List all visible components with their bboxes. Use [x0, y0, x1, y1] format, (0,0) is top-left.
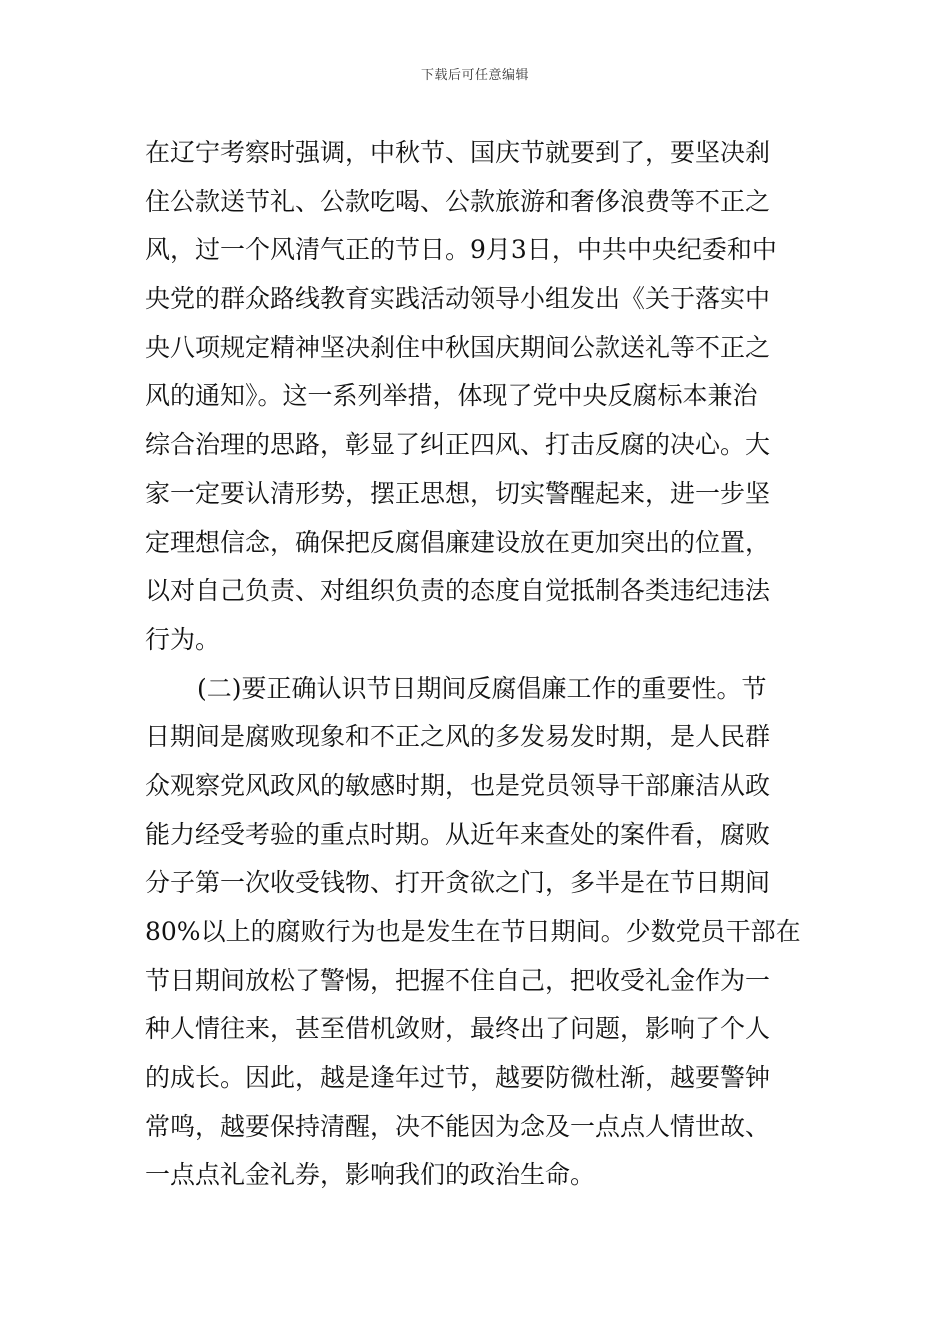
text-line: 日期间是腐败现象和不正之风的多发易发时期，是人民群	[145, 722, 771, 752]
text-line: 央八项规定精神坚决刹住中秋国庆期间公款送礼等不正之	[145, 332, 771, 362]
text-line: 能力经受考验的重点时期。从近年来查处的案件看，腐败	[145, 819, 771, 849]
text-line: 住公款送节礼、公款吃喝、公款旅游和奢侈浪费等不正之	[145, 186, 771, 216]
text-line: 综合治理的思路，彰显了纠正四风、打击反腐的决心。大	[145, 430, 771, 460]
text-line: (二)要正确认识节日期间反腐倡廉工作的重要性。节	[197, 673, 767, 703]
text-line: 家一定要认清形势，摆正思想，切实警醒起来，进一步坚	[145, 478, 771, 508]
text-line: 80%以上的腐败行为也是发生在节日期间。少数党员干部在	[145, 917, 801, 946]
text-line: 种人情往来，甚至借机敛财，最终出了问题，影响了个人	[145, 1014, 771, 1044]
text-line: 众观察党风政风的敏感时期，也是党员领导干部廉洁从政	[145, 770, 771, 800]
text-line: 分子第一次收受钱物、打开贪欲之门，多半是在节日期间	[145, 868, 771, 898]
text-line: 定理想信念，确保把反腐倡廉建设放在更加突出的位置，	[145, 527, 771, 557]
text-line: 常鸣，越要保持清醒，决不能因为念及一点点人情世故、	[145, 1111, 771, 1141]
text-line: 的成长。因此，越是逢年过节，越要防微杜渐，越要警钟	[145, 1063, 771, 1093]
text-line: 行为。	[145, 624, 221, 654]
page-header: 下载后可任意编辑	[420, 68, 529, 83]
text-line: 以对自己负责、对组织负责的态度自觉抵制各类违纪违法	[145, 576, 771, 606]
text-line: 节日期间放松了警惕，把握不住自己，把收受礼金作为一	[145, 965, 771, 995]
text-line: 一点点礼金礼券，影响我们的政治生命。	[145, 1160, 596, 1190]
document-body	[145, 129, 809, 1200]
text-line: 在辽宁考察时强调，中秋节、国庆节就要到了，要坚决刹	[145, 138, 771, 167]
paragraph-2	[145, 665, 809, 1201]
paragraph-1	[145, 129, 809, 665]
text-line: 风的通知》。这一系列举措，体现了党中央反腐标本兼治	[145, 381, 758, 411]
text-line: 央党的群众路线教育实践活动领导小组发出《关于落实中	[145, 284, 771, 314]
text-line: 风，过一个风清气正的节日。9月3日，中共中央纪委和中	[145, 235, 777, 265]
